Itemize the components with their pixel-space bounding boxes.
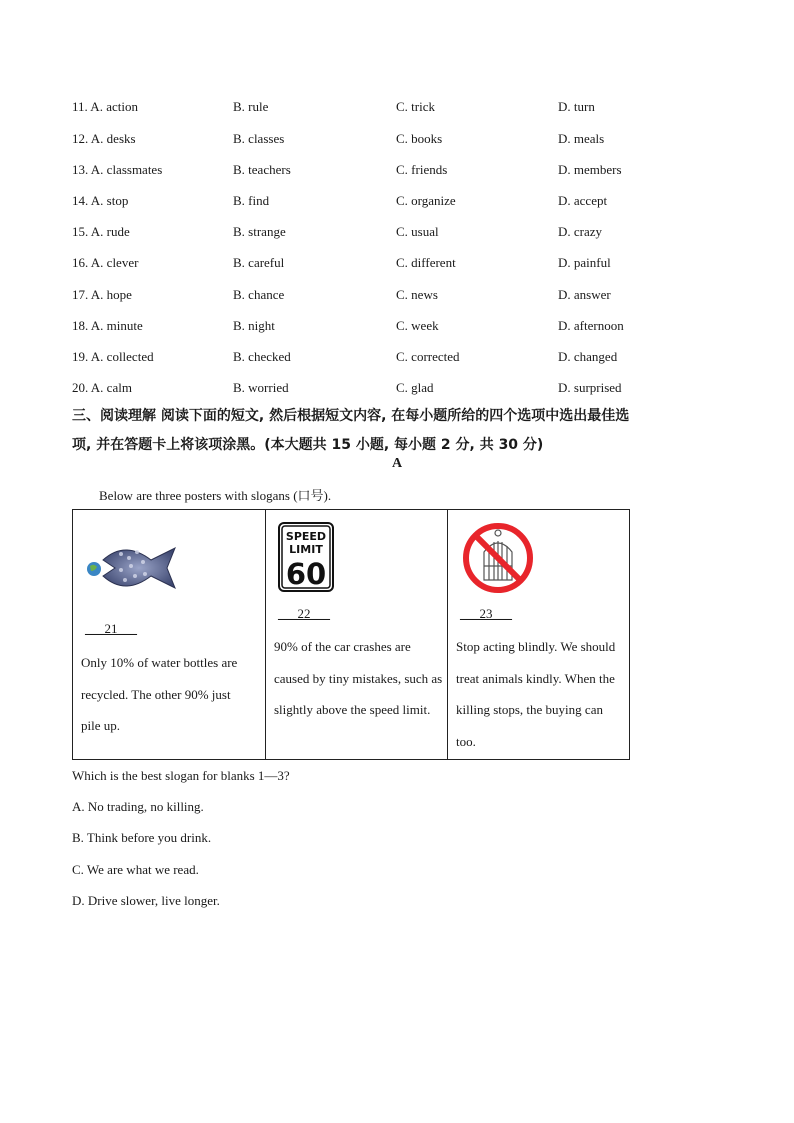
option-a: 13. A. classmates [72,162,163,177]
option-d: D. members [558,162,622,177]
poster-text-3: Stop acting blindly. We should treat animals kindly. When the killing stops, the buying can too. [456,639,616,749]
option-a: 18. A. minute [72,318,143,333]
option-row-17 [0,287,794,307]
option-d: D. surprised [558,380,622,395]
blank-21: ___21___ [85,621,137,636]
option-b: B. night [233,318,275,333]
option-row-20 [0,380,794,400]
option-c: C. books [396,131,443,146]
no-birdcage-icon [460,522,536,594]
option-c: C. week [396,318,439,333]
option-row-14 [0,193,794,213]
option-c: C. news [396,287,438,302]
option-a: 16. A. clever [72,255,139,270]
option-a: 15. A. rude [72,224,130,239]
option-b: B. careful [233,255,285,270]
question-stem: Which is the best slogan for blanks 1—3? [72,768,290,783]
part-label: A [391,456,403,471]
option-c: C. usual [396,224,439,239]
blank-23: ___23___ [460,606,512,621]
option-d: D. crazy [558,224,603,239]
option-row-12 [0,131,794,151]
option-b: B. teachers [233,162,291,177]
option-b: B. chance [233,287,285,302]
choice-b: B. Think before you drink. [72,830,212,845]
option-b: B. checked [233,349,291,364]
option-row-11 [0,99,794,119]
option-row-18 [0,318,794,338]
blank-22: ___22___ [278,606,330,621]
option-d: D. turn [558,99,595,114]
section-heading-line1: 三、阅读理解 阅读下面的短文, 然后根据短文内容, 在每小题所给的四个选项中选出最佳选 [72,408,630,424]
option-d: D. answer [558,287,611,302]
option-c: C. friends [396,162,448,177]
section-heading-line2: 项, 并在答题卡上将该项涂黑。(本大题共 15 小题, 每小题 2 分, 共 30 分) [72,437,544,453]
option-d: D. accept [558,193,608,208]
choice-d: D. Drive slower, live longer. [72,893,220,908]
sign-limit: LIMIT [289,543,323,556]
option-d: D. changed [558,349,618,364]
option-b: B. find [233,193,270,208]
option-d: D. meals [558,131,605,146]
poster-text-1: Only 10% of water bottles are recycled. The other 90% just pile up. [81,655,238,733]
speed-limit-sign-icon [278,522,334,592]
option-a: 17. A. hope [72,287,132,302]
option-a: 12. A. desks [72,131,136,146]
option-b: B. worried [233,380,289,395]
option-d: D. painful [558,255,611,270]
option-b: B. strange [233,224,286,239]
option-b: B. rule [233,99,269,114]
choice-a: A. No trading, no killing. [72,799,204,814]
option-row-15 [0,224,794,244]
poster-cell-3 [448,510,630,760]
option-row-19 [0,349,794,369]
poster-cell-2 [266,510,448,760]
option-c: C. organize [396,193,456,208]
fish-eating-earth-icon [85,538,185,598]
option-a: 11. A. action [72,99,138,114]
choice-c: C. We are what we read. [72,862,199,877]
option-row-16 [0,255,794,275]
intro-text: Below are three posters with slogans (口号). [99,488,332,503]
poster-text-2: 90% of the car crashes are caused by tiny mistakes, such as slightly above the speed limit. [274,639,443,717]
option-a: 19. A. collected [72,349,154,364]
sign-speed: SPEED [285,530,327,543]
option-row-13 [0,162,794,182]
sign-number: 60 [285,557,327,591]
posters-table [72,509,630,760]
option-c: C. corrected [396,349,460,364]
poster-cell-1 [73,510,266,760]
option-a: 14. A. stop [72,193,129,208]
option-c: C. glad [396,380,434,395]
option-c: C. different [396,255,456,270]
option-d: D. afternoon [558,318,624,333]
option-b: B. classes [233,131,285,146]
section-heading [72,402,722,460]
option-a: 20. A. calm [72,380,132,395]
option-c: C. trick [396,99,435,114]
